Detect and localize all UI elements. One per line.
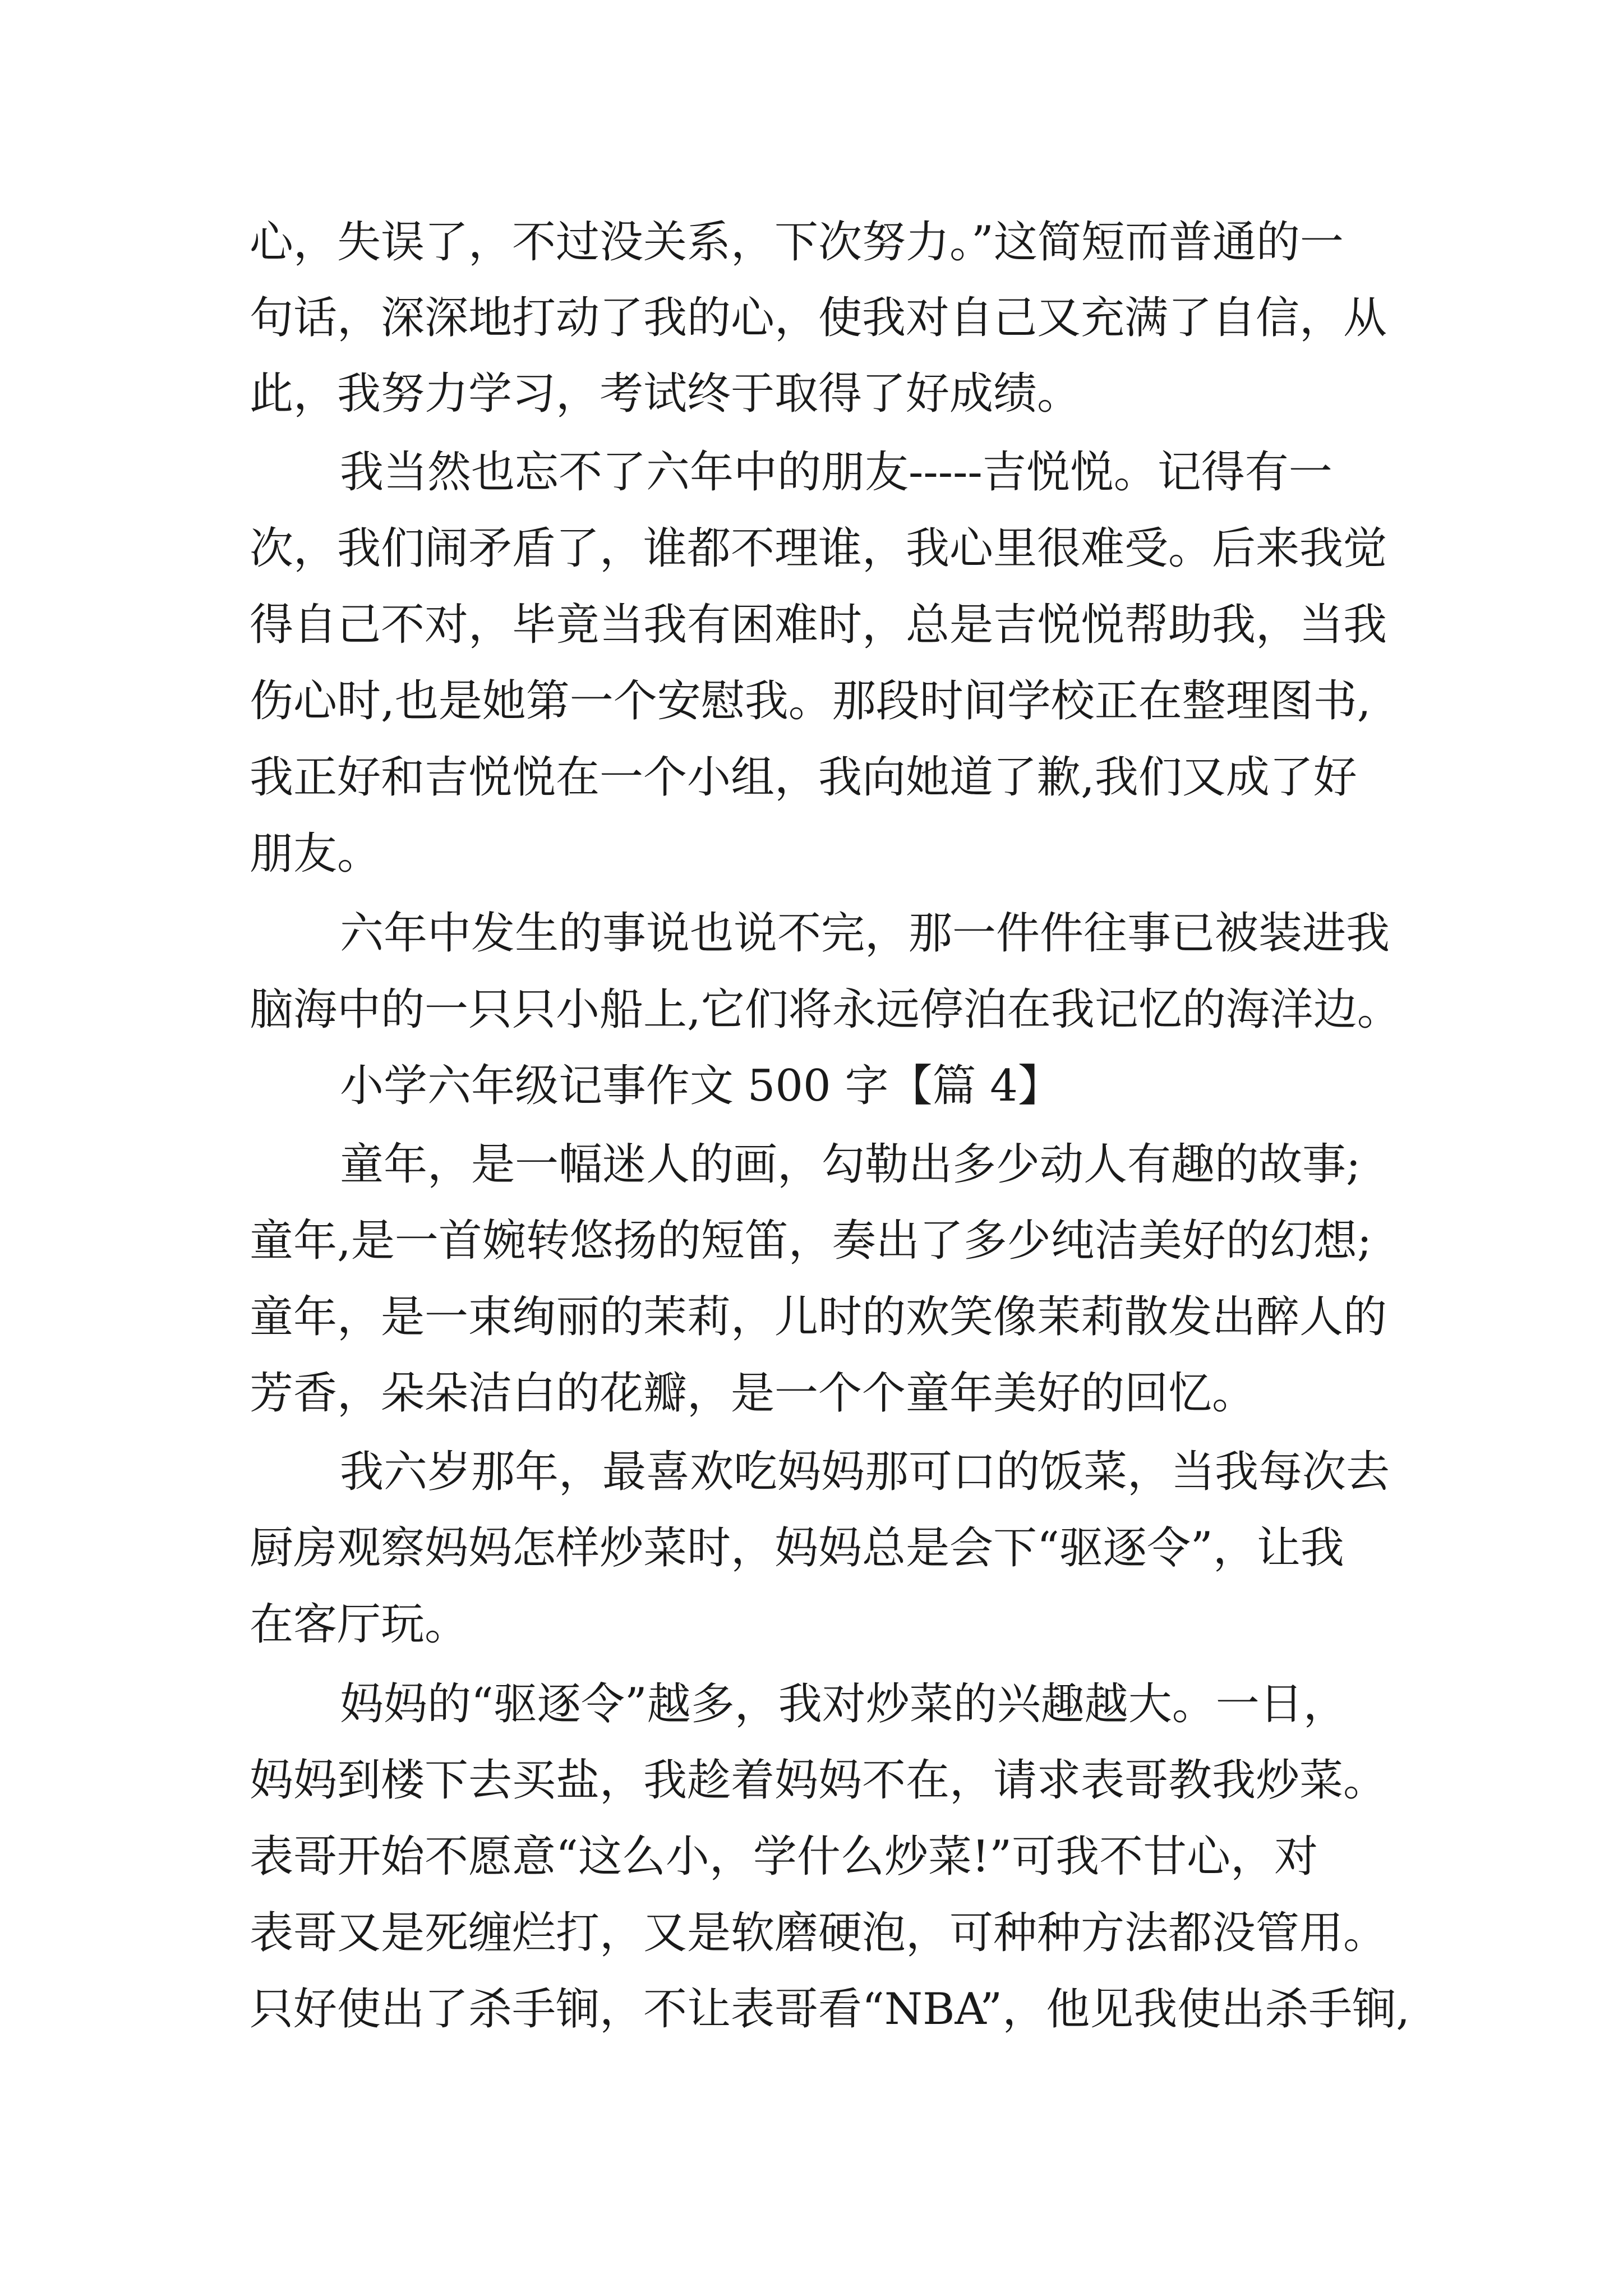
text-line: 我当然也忘不了六年中的朋友-----吉悦悦。记得有一	[340, 447, 1332, 498]
text-line: 只好使出了杀手锏，不让表哥看“NBA”，他见我使出杀手锏,	[250, 1984, 1410, 2035]
text-line: 妈妈到楼下去买盐，我趁着妈妈不在，请求表哥教我炒菜。	[250, 1755, 1387, 1806]
text-line: 我六岁那年，最喜欢吃妈妈那可口的饭菜，当我每次去	[340, 1447, 1390, 1497]
text-line: 心，失误了，不过没关系，下次努力。”这简短而普通的一	[250, 217, 1344, 268]
text-line: 朋友。	[250, 829, 381, 879]
text-line: 童年,是一首婉转悠扬的短笛，奏出了多少纯洁美好的幻想;	[250, 1216, 1372, 1266]
text-line: 句话，深深地打动了我的心，使我对自己又充满了自信，从	[250, 293, 1387, 343]
text-line: 童年，是一幅迷人的画，勾勒出多少动人有趣的故事;	[340, 1139, 1361, 1190]
text-line: 芳香，朵朵洁白的花瓣，是一个个童年美好的回忆。	[250, 1368, 1256, 1419]
text-line: 脑海中的一只只小船上,它们将永远停泊在我记忆的海洋边。	[250, 984, 1401, 1035]
text-line: 妈妈的“驱逐令”越多，我对炒菜的兴趣越大。一日，	[340, 1679, 1347, 1729]
text-line: 童年，是一束绚丽的茉莉，儿时的欢笑像茉莉散发出醉人的	[250, 1292, 1387, 1342]
text-line: 次，我们闹矛盾了，谁都不理谁，我心里很难受。后来我觉	[250, 523, 1387, 574]
text-line: 得自己不对，毕竟当我有困难时，总是吉悦悦帮助我，当我	[250, 600, 1387, 650]
text-line: 在客厅玩。	[250, 1599, 469, 1650]
text-line: 我正好和吉悦悦在一个小组，我向她道了歉,我们又成了好	[250, 752, 1357, 803]
text-line: 表哥开始不愿意“这么小，学什么炒菜!”可我不甘心，对	[250, 1832, 1318, 1882]
text-line: 此，我努力学习，考试终于取得了好成绩。	[250, 369, 1081, 419]
text-line: 伤心时,也是她第一个安慰我。那段时间学校正在整理图书,	[250, 676, 1371, 726]
text-line: 厨房观察妈妈怎样炒菜时，妈妈总是会下“驱逐令”，让我	[250, 1523, 1344, 1573]
section-heading: 小学六年级记事作文 500 字【篇 4】	[340, 1061, 1062, 1111]
text-line: 表哥又是死缠烂打，又是软磨硬泡，可种种方法都没管用。	[250, 1908, 1387, 1958]
text-line: 六年中发生的事说也说不完，那一件件往事已被装进我	[340, 908, 1390, 959]
